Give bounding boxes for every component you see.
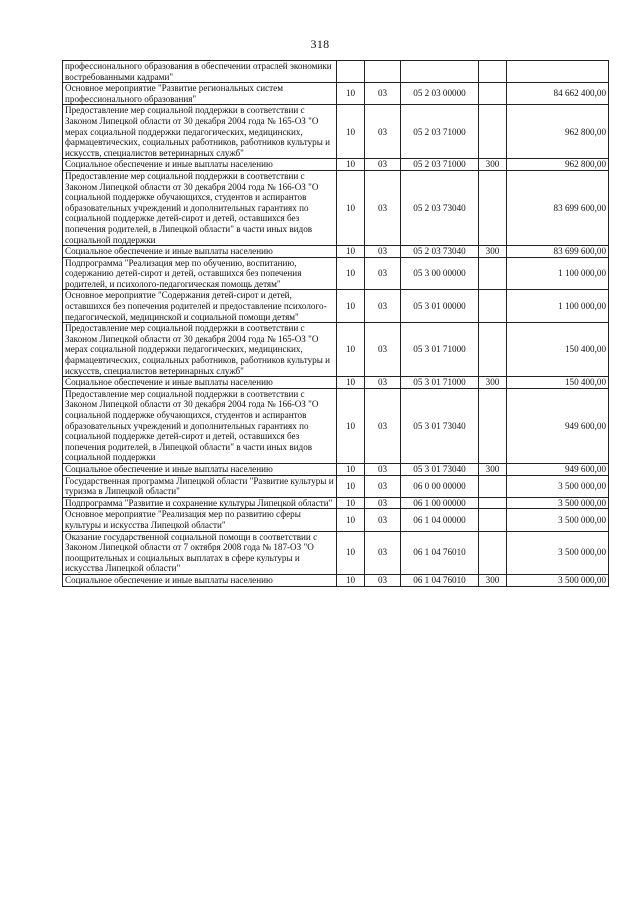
table-row [63,246,609,258]
row-name: Социальное обеспечение и иные выплаты населению [63,246,337,258]
row-subsection: 03 [365,463,401,475]
row-name: Основное мероприятие "Развитие региональных систем профессионального образования" [63,83,337,105]
table-row [63,574,609,586]
row-subsection: 03 [365,323,401,377]
row-amount: 949 600,00 [507,463,609,475]
row-subsection [365,61,401,83]
row-target-article: 05 2 03 73040 [401,246,479,258]
row-name: Социальное обеспечение и иные выплаты населению [63,574,337,586]
page-number: 318 [310,37,330,51]
row-subsection: 03 [365,531,401,574]
table-row [63,61,609,83]
row-expense-type [479,290,507,323]
table-row [63,105,609,159]
row-expense-type [479,257,507,290]
row-subsection: 03 [365,290,401,323]
row-subsection: 03 [365,509,401,531]
row-amount: 3 500 000,00 [507,497,609,509]
row-amount [507,61,609,83]
row-amount: 949 600,00 [507,388,609,463]
row-target-article: 05 3 01 73040 [401,388,479,463]
row-section: 10 [337,105,365,159]
row-name: Социальное обеспечение и иные выплаты населению [63,159,337,171]
row-target-article: 05 3 01 71000 [401,377,479,389]
row-section [337,61,365,83]
row-section: 10 [337,83,365,105]
row-subsection: 03 [365,105,401,159]
row-section: 10 [337,463,365,475]
row-expense-type [479,61,507,83]
budget-table [62,60,609,587]
row-expense-type [479,323,507,377]
row-expense-type [479,509,507,531]
table-row [63,257,609,290]
row-subsection: 03 [365,475,401,497]
row-subsection: 03 [365,159,401,171]
table-row [63,159,609,171]
row-amount: 962 800,00 [507,105,609,159]
table-row [63,531,609,574]
row-subsection: 03 [365,170,401,245]
row-amount: 3 500 000,00 [507,531,609,574]
row-subsection: 03 [365,497,401,509]
row-section: 10 [337,574,365,586]
row-name: Предоставление мер социальной поддержки в соответствии с Законом Липецкой области от 30 декабря 2004 года № 166-ОЗ "О социальной поддержке обучающихся, студентов и аспирантов образовательных учреждений и дополнительных гарантиях по социальной поддержке детей-сирот и детей, оставшихся без попечения родителей, в Липецкой области" в части иных видов социальной поддержки [63,388,337,463]
row-subsection: 03 [365,574,401,586]
row-section: 10 [337,159,365,171]
row-section: 10 [337,246,365,258]
row-name: Социальное обеспечение и иные выплаты населению [63,377,337,389]
row-name: Подпрограмма "Реализация мер по обучению, воспитанию, содержанию детей-сирот и детей, оставшихся без попечения родителей, и психолого-педагогическая помощь детям" [63,257,337,290]
row-amount: 150 400,00 [507,377,609,389]
row-target-article: 05 2 03 73040 [401,170,479,245]
row-amount: 3 500 000,00 [507,509,609,531]
row-target-article: 06 1 00 00000 [401,497,479,509]
row-expense-type: 300 [479,159,507,171]
table-row [63,170,609,245]
row-amount: 150 400,00 [507,323,609,377]
row-expense-type [479,83,507,105]
row-section: 10 [337,323,365,377]
row-section: 10 [337,388,365,463]
row-name: Предоставление мер социальной поддержки в соответствии с Законом Липецкой области от 30 декабря 2004 года № 165-ОЗ "О мерах социальной поддержки педагогических, медицинских, фармацевтических, социальных работников, работников культуры и искусств, специалистов ветеринарных служб" [63,105,337,159]
row-expense-type [479,497,507,509]
row-expense-type [479,170,507,245]
row-expense-type [479,105,507,159]
row-target-article: 05 3 00 00000 [401,257,479,290]
row-target-article: 06 0 00 00000 [401,475,479,497]
table-row [63,290,609,323]
row-section: 10 [337,170,365,245]
row-name: Предоставление мер социальной поддержки в соответствии с Законом Липецкой области от 30 декабря 2004 года № 165-ОЗ "О мерах социальной поддержки педагогических, медицинских, фармацевтических, социальных работников, работников культуры и искусств, специалистов ветеринарных служб" [63,323,337,377]
row-target-article: 06 1 04 76010 [401,531,479,574]
table-row [63,463,609,475]
row-amount: 83 699 600,00 [507,246,609,258]
table-row [63,323,609,377]
row-subsection: 03 [365,83,401,105]
row-section: 10 [337,531,365,574]
row-target-article [401,61,479,83]
row-target-article: 05 2 03 71000 [401,105,479,159]
table-row [63,497,609,509]
row-target-article: 05 3 01 73040 [401,463,479,475]
row-expense-type: 300 [479,574,507,586]
row-target-article: 05 3 01 00000 [401,290,479,323]
table-row [63,475,609,497]
row-amount: 962 800,00 [507,159,609,171]
row-amount: 83 699 600,00 [507,170,609,245]
row-target-article: 06 1 04 00000 [401,509,479,531]
row-subsection: 03 [365,377,401,389]
row-expense-type: 300 [479,463,507,475]
row-section: 10 [337,475,365,497]
table-row [63,388,609,463]
row-amount: 1 100 000,00 [507,257,609,290]
row-expense-type [479,475,507,497]
row-target-article: 05 3 01 71000 [401,323,479,377]
row-expense-type [479,531,507,574]
row-amount: 1 100 000,00 [507,290,609,323]
table-row [63,83,609,105]
row-section: 10 [337,497,365,509]
row-expense-type [479,388,507,463]
row-name: Государственная программа Липецкой области "Развитие культуры и туризма в Липецкой области" [63,475,337,497]
row-section: 10 [337,377,365,389]
row-amount: 84 662 400,00 [507,83,609,105]
row-name: Основное мероприятие "Содержания детей-сирот и детей, оставшихся без попечения родителей и предоставление психолого-педагогической, медицинской и социальной помощи детям" [63,290,337,323]
row-section: 10 [337,509,365,531]
row-subsection: 03 [365,246,401,258]
row-expense-type: 300 [479,246,507,258]
row-name: Основное мероприятие "Реализация мер по развитию сферы культуры и искусства Липецкой области" [63,509,337,531]
row-target-article: 05 2 03 71000 [401,159,479,171]
row-expense-type: 300 [479,377,507,389]
row-subsection: 03 [365,388,401,463]
row-name: Предоставление мер социальной поддержки в соответствии с Законом Липецкой области от 30 декабря 2004 года № 166-ОЗ "О социальной поддержке обучающихся, студентов и аспирантов образовательных учреждений и дополнительных гарантиях по социальной поддержке детей-сирот и детей, оставшихся без попечения родителей, в Липецкой области" в части иных видов социальной поддержки [63,170,337,245]
row-section: 10 [337,290,365,323]
row-amount: 3 500 000,00 [507,475,609,497]
row-subsection: 03 [365,257,401,290]
row-target-article: 06 1 04 76010 [401,574,479,586]
row-target-article: 05 2 03 00000 [401,83,479,105]
row-name: профессионального образования в обеспечении отраслей экономики востребованными кадрами" [63,61,337,83]
table-row [63,509,609,531]
row-amount: 3 500 000,00 [507,574,609,586]
row-section: 10 [337,257,365,290]
row-name: Социальное обеспечение и иные выплаты населению [63,463,337,475]
row-name: Подпрограмма "Развитие и сохранение культуры Липецкой области" [63,497,337,509]
table-row [63,377,609,389]
budget-table-body [63,61,609,587]
row-name: Оказание государственной социальной помощи в соответствии с Законом Липецкой области от 7 октября 2008 года № 187-ОЗ "О поощрительных и социальных выплатах в сфере культуры и искусства Липецкой области" [63,531,337,574]
